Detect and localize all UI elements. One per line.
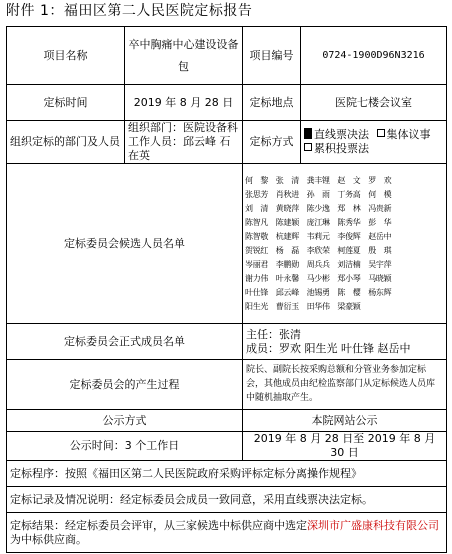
publicity-time-label: 公示时间：3 个工作日 [7, 432, 243, 461]
result-suffix: 为中标供应商。 [10, 532, 87, 546]
method-options [301, 121, 447, 164]
record-text: 定标记录及情况说明：经定标委员会成员一致同意，采用直线票决法定标。 [7, 487, 447, 513]
record-row [7, 487, 447, 513]
candidates-line: 谢力伟 叶永馨 马少彬 郑小琴 马晓颖 [245, 273, 392, 283]
members-row [7, 324, 447, 360]
place-label: 定标地点 [243, 85, 301, 121]
place-value: 医院七楼会议室 [301, 85, 447, 121]
candidates-line: 岑丽君 李鹏勋 周兵兵 刘洁楠 吴宇萍 [245, 259, 392, 269]
process-label: 定标委员会的产生过程 [7, 360, 243, 410]
method-option-direct: 直线票决法 [304, 128, 369, 141]
candidates-line: 贺锐红 杨 磊 李欣荣 柯莲夏 殷 琪 [245, 245, 392, 255]
publicity-method-label: 公示方式 [7, 410, 243, 432]
candidates-line: 张思芳 肖秋进 孙 雨 丁务高 何 模 [245, 189, 392, 199]
publicity-method-value: 本院网站公示 [243, 410, 447, 432]
project-no-value: 0724-1900D96N3216 [301, 27, 447, 85]
project-name-label: 项目名称 [7, 27, 125, 85]
process-row [7, 360, 447, 410]
org-cell [125, 121, 243, 164]
procedure-text: 定标程序：按照《福田区第二人民医院政府采购评标定标分离操作规程》 [7, 461, 447, 487]
candidates-line: 叶仕锋 邱云峰 池锡勇 陈 樱 杨东辉 [245, 287, 392, 297]
project-no-label: 项目编号 [243, 27, 301, 85]
procedure-row [7, 461, 447, 487]
checked-box-icon [304, 128, 312, 139]
publicity-time-value: 2019 年 8 月 28 日至 2019 年 8 月 30 日 [243, 432, 447, 461]
process-text: 院长、副院长按采购总额和分管业务参加定标会，其他成员由纪检监察部门从定标候选人员库中随机抽取产生。 [243, 360, 447, 410]
project-name-row [7, 27, 447, 85]
candidates-line: 陈智凡 陈建颖 庞江琳 陈秀华 彭 华 [245, 217, 392, 227]
method-option-collective: 集体议事 [373, 128, 431, 141]
members-chair: 主任：张清 [246, 327, 301, 341]
result-row [7, 513, 447, 553]
candidates-row [7, 164, 447, 324]
unchecked-box-icon [377, 129, 385, 137]
members-label: 定标委员会正式成员名单 [7, 324, 243, 360]
org-label: 组织定标的部门及人员 [7, 121, 125, 164]
method-label: 定标方式 [243, 121, 301, 164]
winning-company: 深圳市广盛康科技有限公司 [307, 518, 439, 532]
org-row [7, 121, 447, 164]
method-option-cumulative: 累积投票法 [304, 142, 369, 155]
org-dept: 组织部门：医院设备科 [128, 121, 238, 134]
date-row [7, 85, 447, 121]
publicity-time-row [7, 432, 447, 461]
project-name-value: 卒中胸痛中心建设设备包 [125, 27, 243, 85]
members-cell [243, 324, 447, 360]
candidates-line: 刘 清 黄晓萍 陈少逸 郑 林 冯贵新 [245, 203, 392, 213]
result-prefix: 定标结果：经定标委员会评审，从三家候选中标供应商中选定 [10, 518, 307, 532]
publicity-method-row [7, 410, 447, 432]
document-title: 附件 1：福田区第二人民医院定标报告 [6, 3, 253, 19]
candidates-line: 何 黎 张 清 龚丰锂 赵 文 罗 欢 [245, 175, 392, 185]
members-list: 成员：罗欢 阳生光 叶仕锋 赵岳中 [246, 341, 411, 355]
candidates-line: 陈智敬 杭建辉 韦莉元 李俊辉 赵岳中 [245, 231, 392, 241]
candidates-list [243, 164, 447, 324]
unchecked-box-icon [304, 143, 312, 151]
date-value: 2019 年 8 月 28 日 [125, 85, 243, 121]
org-staff: 工作人员：邱云峰 石在英 [128, 135, 231, 162]
date-label: 定标时间 [7, 85, 125, 121]
result-cell [7, 513, 447, 553]
candidates-label: 定标委员会候选人员名单 [7, 164, 243, 324]
report-table [6, 26, 447, 553]
candidates-line: 阳生光 曹衍玉 田华伟 梁豪颖 [245, 301, 361, 311]
